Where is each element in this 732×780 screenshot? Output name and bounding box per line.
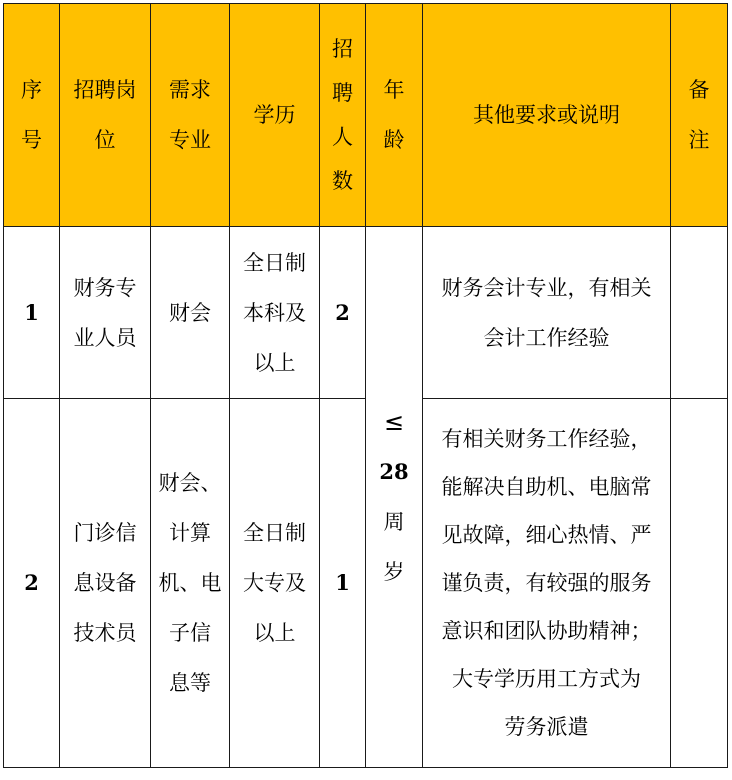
cell-remarks xyxy=(671,227,728,399)
header-requirements: 其他要求或说明 xyxy=(423,4,671,227)
recruitment-table xyxy=(3,3,728,768)
cell-seq: 1 xyxy=(4,227,60,399)
header-education: 学历 xyxy=(230,4,320,227)
cell-education: 全日制 大专及 以上 xyxy=(230,399,320,768)
header-age: 年 龄 xyxy=(366,4,423,227)
age-char: 岁 xyxy=(383,560,405,584)
cell-position: 门诊信 息设备 技术员 xyxy=(60,399,151,768)
header-remarks: 备 注 xyxy=(671,4,728,227)
cell-count: 2 xyxy=(320,227,366,399)
table-row xyxy=(4,227,728,399)
cell-remarks xyxy=(671,399,728,768)
header-seq: 序 号 xyxy=(4,4,60,227)
cell-education: 全日制 本科及 以上 xyxy=(230,227,320,399)
age-symbol: ≤ xyxy=(383,408,405,436)
age-value: 28 xyxy=(379,459,409,484)
header-count: 招 聘 人 数 xyxy=(320,4,366,227)
cell-seq: 2 xyxy=(4,399,60,768)
cell-age-shared xyxy=(366,227,423,768)
cell-major: 财会、 计算 机、电 子信 息等 xyxy=(151,399,230,768)
cell-position: 财务专 业人员 xyxy=(60,227,151,399)
header-row xyxy=(4,4,728,227)
cell-count: 1 xyxy=(320,399,366,768)
cell-requirements: 财务会计专业，有相关 会计工作经验 xyxy=(423,227,671,399)
age-char: 周 xyxy=(383,510,405,534)
cell-requirements: 有相关财务工作经验， 能解决自助机、电脑常 见故障，细心热情、严 谨负责，有较强的服务 意识和团队协助精神； 大专学历用工方式为 劳务派遣 xyxy=(423,399,671,768)
recruitment-table-container xyxy=(3,3,728,768)
cell-major: 财会 xyxy=(151,227,230,399)
header-major: 需求 专业 xyxy=(151,4,230,227)
header-position: 招聘岗 位 xyxy=(60,4,151,227)
